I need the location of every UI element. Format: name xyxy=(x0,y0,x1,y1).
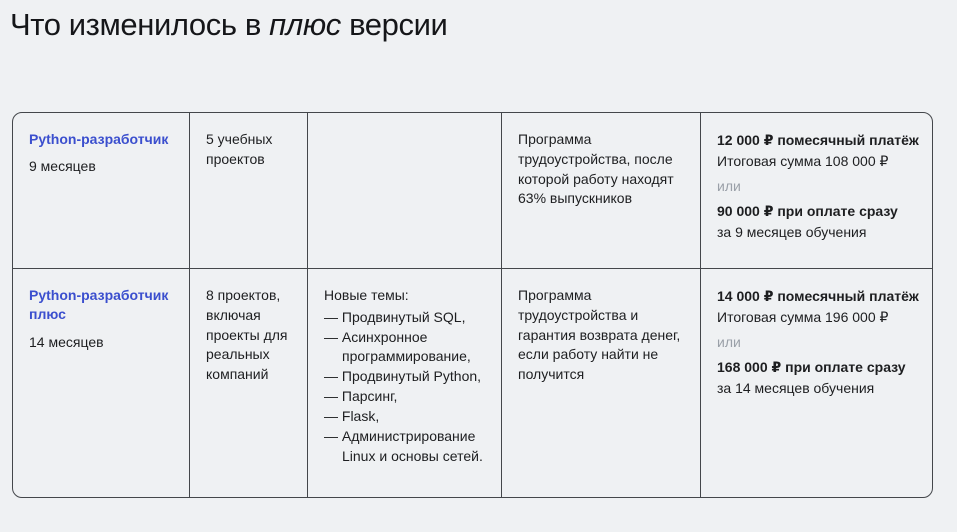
topics-heading: Новые темы: xyxy=(324,286,409,303)
projects-text: 8 проектов, включая проекты для реальных компаний xyxy=(206,286,288,383)
pricing-cell-basic xyxy=(701,113,933,269)
course-duration: 14 месяцев xyxy=(29,333,104,350)
price-monthly: 12 000 ₽ помесячный платёж xyxy=(717,131,919,148)
projects-text: 5 учебных проектов xyxy=(206,130,273,167)
price-total: Итоговая сумма 196 000 ₽ xyxy=(717,308,889,325)
page-title-prefix: Что изменилось в xyxy=(10,7,270,42)
employment-cell-basic xyxy=(502,113,701,269)
employment-text: Программа трудоустройства, после которой работу находят 63% выпускников xyxy=(518,130,674,207)
topics-cell-plus xyxy=(308,269,502,497)
projects-cell-plus xyxy=(190,269,308,497)
course-name: Python-разработчик xyxy=(29,130,169,147)
topics-cell-basic-empty xyxy=(308,113,502,269)
price-upfront-period: за 14 месяцев обучения xyxy=(717,380,875,397)
course-cell-plus xyxy=(13,269,190,497)
price-or-label: или xyxy=(717,177,741,194)
page-title-suffix: версии xyxy=(340,7,448,42)
topic-item: — Flask, xyxy=(324,408,380,424)
price-total: Итоговая сумма 108 000 ₽ xyxy=(717,152,889,169)
course-duration: 9 месяцев xyxy=(29,158,96,175)
course-cell-basic xyxy=(13,113,190,269)
price-upfront: 90 000 ₽ при оплате сразу xyxy=(717,203,898,220)
price-upfront: 168 000 ₽ при оплате сразу xyxy=(717,359,906,376)
topic-item: — Продвинутый Python, xyxy=(324,368,482,385)
price-or-label: или xyxy=(717,333,741,350)
topic-item: — Администрирование Linux и основы сетей. xyxy=(324,427,483,464)
course-name: Python-разработчик плюс xyxy=(29,286,169,323)
topic-item: — Парсинг, xyxy=(324,388,398,405)
pricing-cell-plus xyxy=(701,269,933,497)
employment-cell-plus xyxy=(502,269,701,497)
price-monthly: 14 000 ₽ помесячный платёж xyxy=(717,287,919,304)
projects-cell-basic xyxy=(190,113,308,269)
course-comparison-table xyxy=(12,112,933,498)
price-upfront-period: за 9 месяцев обучения xyxy=(717,224,867,241)
employment-text: Программа трудоустройства и гарантия возврата денег, если работу найти не получится xyxy=(518,286,681,383)
topic-item: — Асинхронное программирование, xyxy=(324,328,471,365)
page-title xyxy=(10,6,957,45)
topic-item: — Продвинутый SQL, xyxy=(324,308,466,325)
page-title-italic-word: плюс xyxy=(269,7,341,42)
